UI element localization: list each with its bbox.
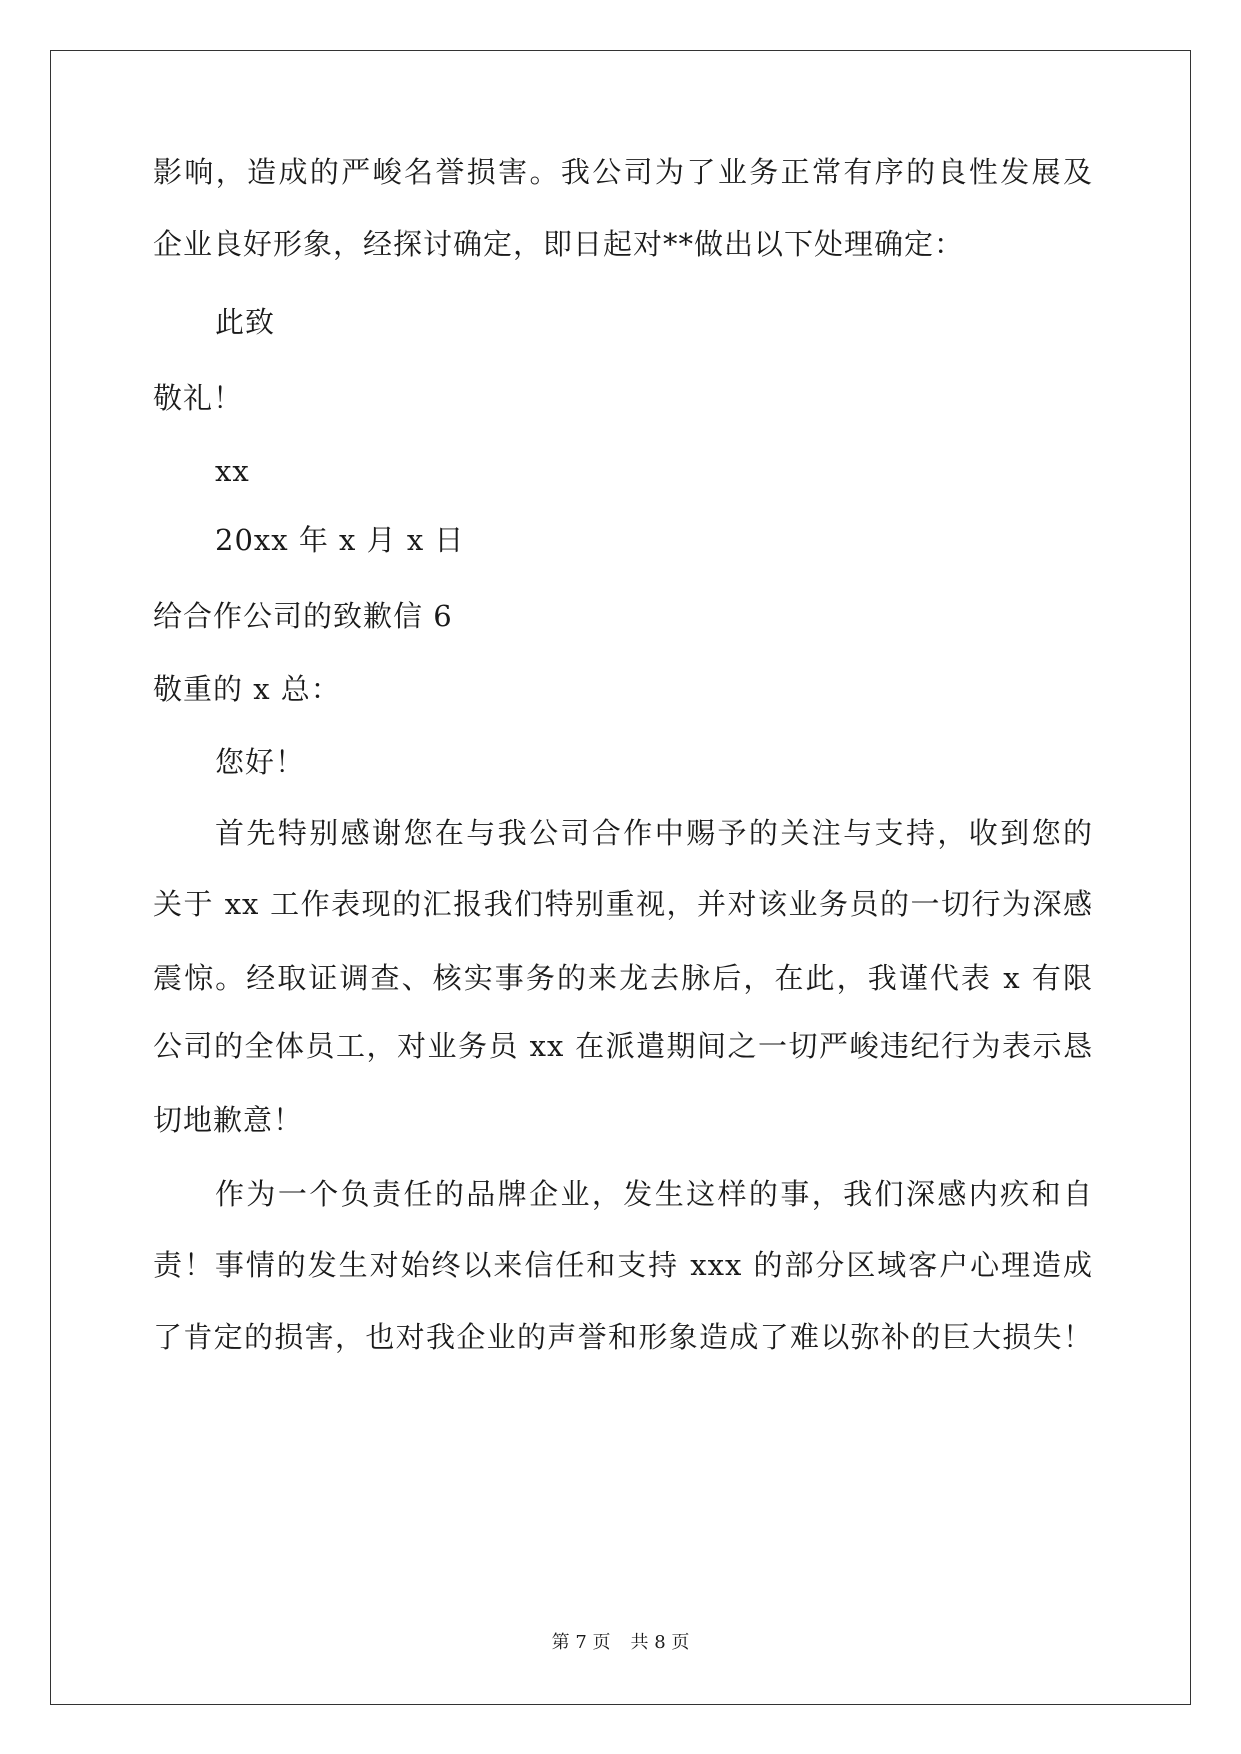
- page-number-total: 共 8 页: [630, 1632, 690, 1653]
- letter-greeting-hello: 您好！: [215, 745, 306, 779]
- section-heading: 给合作公司的致歉信 6: [153, 599, 453, 633]
- signature-name: xx: [215, 454, 250, 488]
- signature-date: 20xx 年 x 月 x 日: [215, 523, 465, 557]
- paragraph-line: 首先特别感谢您在与我公司合作中赐予的关注与支持，收到您的: [215, 816, 1093, 850]
- page-number-current: 第 7 页: [551, 1632, 611, 1653]
- paragraph-line: 作为一个负责任的品牌企业，发生这样的事，我们深感内疚和自: [215, 1177, 1093, 1211]
- paragraph-line: 关于 xx 工作表现的汇报我们特别重视，并对该业务员的一切行为深感: [153, 887, 1093, 921]
- paragraph-line: 责！事情的发生对始终以来信任和支持 xxx 的部分区域客户心理造成: [153, 1248, 1093, 1282]
- paragraph-line: 切地歉意！: [153, 1103, 304, 1137]
- paragraph-line: 影响，造成的严峻名誉损害。我公司为了业务正常有序的良性发展及: [153, 155, 1093, 189]
- paragraph-line: 公司的全体员工，对业务员 xx 在派遣期间之一切严峻违纪行为表示恳: [153, 1029, 1093, 1063]
- paragraph-line: 企业良好形象，经探讨确定，即日起对**做出以下处理确定：: [153, 227, 965, 261]
- paragraph-line: 震惊。经取证调查、核实事务的来龙去脉后，在此，我谨代表 x 有限: [153, 961, 1093, 995]
- page-border: [50, 50, 1191, 1705]
- closing-regards: 敬礼！: [153, 381, 244, 415]
- closing-salutation: 此致: [215, 305, 276, 339]
- letter-greeting: 敬重的 x 总：: [153, 672, 341, 706]
- page-footer: [0, 1631, 1241, 1655]
- paragraph-line: 了肯定的损害，也对我企业的声誉和形象造成了难以弥补的巨大损失！: [153, 1320, 1093, 1354]
